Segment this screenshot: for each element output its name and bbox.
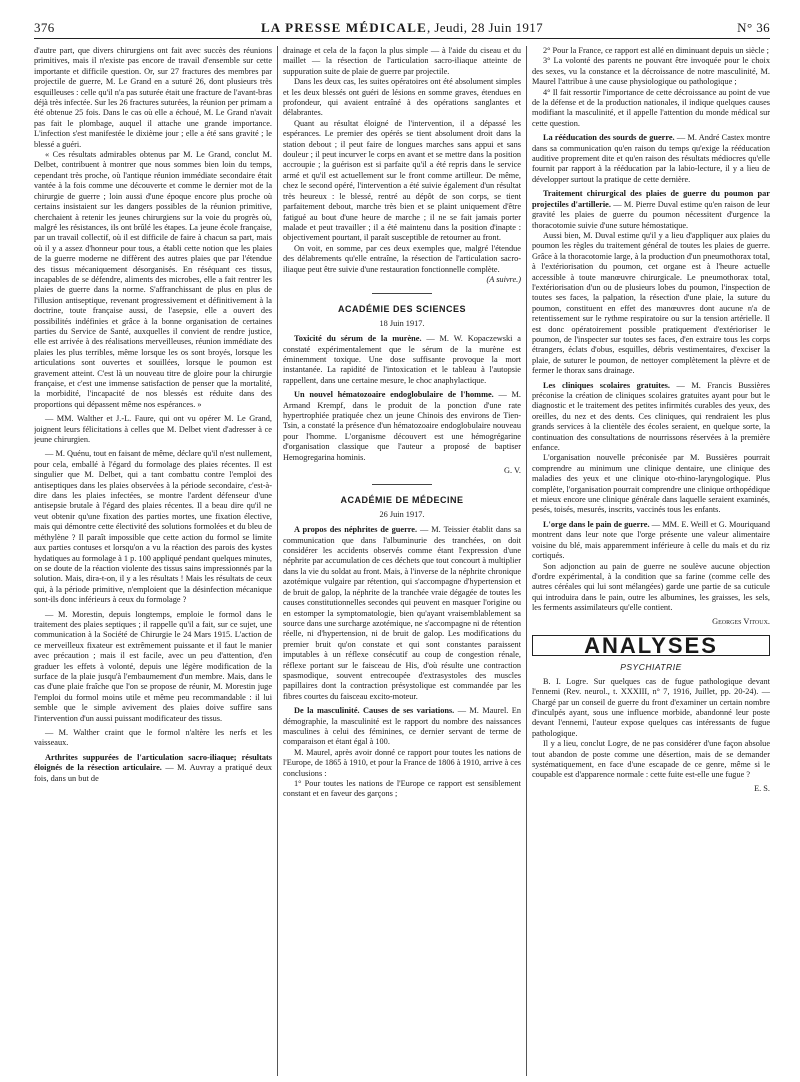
report-item	[283, 706, 521, 748]
section-heading-sciences: ACADÉMIE DES SCIENCES	[337, 304, 467, 315]
column-rule-left	[277, 46, 278, 1076]
paragraph: 3° La volonté des parents ne pouvant être invoquée pour le choix des sexes, vu la constance et la décroissance de notre masculinité, M. Maurel l'attribue à une cause physiologique ou pathologique ;	[532, 56, 770, 87]
item-text: — M. Armand Krempf, dans le produit de la ponction d'une rate hypertrophiée pratiquée chez un jeune Chinois des environs de Tien-Tsin, a constaté la présence d'un hématozoaire endoglobulaire nouveau pour l'homme. L'organisme découvert est une hémogrégarine d'organisation classique que l'auteur a proposé de baptiser Hemogregarina hominis.	[283, 390, 521, 462]
issue-date: Jeudi, 28 Juin 1917	[434, 20, 544, 35]
paragraph: 2° Pour la France, ce rapport est allé en diminuant depuis un siècle ;	[543, 46, 769, 55]
item-text: — MM. E. Weill et G. Mouriquand montrent dans leur note que l'orge présente une valeur alimentaire voisine du blé, mais apparemment inférieure à celle du maïs et du riz cortiqués.	[532, 519, 770, 561]
item-title: Les cliniques scolaires gratuites.	[543, 380, 670, 390]
issue-number: N° 36	[737, 20, 770, 35]
journal-title: LA PRESSE MÉDICALE	[260, 20, 428, 35]
paragraph: B. I. Logre. Sur quelques cas de fugue pathologique devant l'ennemi (Rev. neurol., t. XXXIII, n° 7, 1916, Juillet, pp. 20-24). — Chargé par un conseil de guerre du front d'examiner un certain nombre d'inculpés ayant, sous une influence morbide, abandonné leur poste devant l'ennemi, l'auteur expose quelques cas intéressants de fugue pathologique.	[532, 676, 770, 738]
paragraph: Dans les deux cas, les suites opératoires ont été absolument simples et les deux blessés ont guéri de lésions en somme graves, étendues en profondeur, qui avaient entraîné à des opérations sanglantes et délabrantes.	[283, 77, 521, 118]
author-initials: E. S.	[754, 783, 770, 793]
item-title: A propos des néphrites de guerre.	[294, 525, 418, 535]
report-item	[283, 334, 521, 386]
item-title: Arthrites suppurées de l'articulation sacro-iliaque; résultats éloignés de la résection articulaire.	[34, 752, 272, 773]
item-title: Traitement chirurgical des plaies de guerre du poumon par projectiles d'artillerie.	[532, 189, 770, 209]
paragraph: L'organisation nouvelle préconisée par M. Bussières pourrait comprendre au minimum une clinique dentaire, une clinique des maladies des yeux et une clinique oto-rhino-laryngologique. Plus complète, l'organisation pourrait comprendre une clinique orthopédique et mieux encore une clinique générale dans laquelle seraient examinés, pesés, toisés, mesurés, inscrits, vaccinés tous les enfants.	[532, 453, 770, 515]
paragraph: Aussi bien, M. Duval estime qu'il y a lieu d'appliquer aux plaies du poumon les règles du traitement général de toutes les plaies de guerre. Grâce à la thoracotomie large, à la production d'un pneumothorax total, à l'extériorisation du poumon, cet organe est à l'heure actuelle accessible à toute manœuvre chirurgicale. Le pneumothorax total, l'extériorisation d'un ou de plusieurs lobes du poumon, l'inspection de toutes ses faces, la palpation, la résection d'une plaie, la suture du poumon, constituent en effet des manœuvres dont aucune n'a de retentissement sur le rythme respiratoire ou sur la tension artérielle. Il est donc opératoirement possible pratiquement d'extérioriser le poumon, de l'inspecter sur toutes ses faces, d'en extraire tous les corps étrangers, éclats d'obus, esquilles, débris vestimentaires, d'exciser la plaie, de suturer le poumon, de nettoyer complètement la plèvre et de fermer le thorax sans drainage.	[532, 230, 770, 376]
item-text: — M. Teissier établit dans sa communication que dans l'albuminurie des tranchées, on doit considérer les accidents observés comme étant l'expression d'une néphrite par accumulation de ces déchets que tout concourt à multiplier dans la vie du soldat au front. Mais, à l'inverse de la néphrite chronique azotémique vulgaire par rétention, qui s'accompagne d'hypertension et de bruit de galop, la néphrite de la tranchée vraie dégagée de toutes les causes constitutionnelles secondes qui peuvent en masquer l'origine ou en estomper la symptomatologie, bien qu'ayant vraisemblablement sa source dans une surcharge azotémique, ne s'accompagne ni de rétention réelle, ni d'hypertension, ni de bruit de galop. Les modifications du premier bruit qu'on constate et qui sont constantes paraissent imputables à un réflexe consécutif au coup de congestion rénale, réflexe portant sur le faisceau de His, d'où résulte une contraction spasmodique, souvent entrecoupée d'extrasystoles des muscles papillaires dont la contraction présystolique est commandée par les fibres courtes du faisceau excito-moteur.	[283, 525, 521, 701]
item-title: Un nouvel hématozoaire endoglobulaire de l'homme.	[294, 390, 494, 400]
paragraph: drainage et cela de la façon la plus simple — à l'aide du ciseau et du maillet — la résection de l'articulation sacro-iliaque atteinte de suppuration suite de plaie de guerre par projectile.	[283, 46, 521, 76]
paragraph: 1° Pour toutes les nations de l'Europe ce rapport est sensiblement constant et en faveur des garçons ;	[283, 779, 521, 799]
report-item	[532, 189, 770, 231]
section-heading-medecine: ACADÉMIE DE MÉDECINE	[340, 495, 464, 506]
paragraph: — M. Walther craint que le formol n'altère les nerfs et les vaisseaux.	[34, 728, 272, 748]
paragraph: On voit, en somme, par ces deux exemples que, malgré l'étendue des délabrements qu'elle entraîne, la résection de l'articulation sacro-iliaque peut être suivie d'une restauration fonctionnelle complète.	[283, 243, 521, 274]
header-title-line: LA PRESSE MÉDICALE, Jeudi, 28 Juin 1917	[260, 20, 544, 35]
report-item	[283, 525, 521, 702]
item-text: — M. Francis Bussières préconise la création de cliniques scolaires gratuites ayant pour but le diagnostic et le traitement des petites infirmités curables des yeux, des oreilles, du nez et des dents. Ces cliniques, qui rendraient les plus grands services à la clientèle des écoles seraient, en quelque sorte, la continuation des consultations de nourrissons réservées à la première enfance.	[532, 380, 770, 453]
author-initials: G. V.	[504, 466, 521, 476]
report-item	[283, 390, 521, 463]
paragraph: M. Maurel, après avoir donné ce rapport pour toutes les nations de l'Europe, de 1865 à 1910, et pour la France de 1806 à 1910, arrive à ces conclusions :	[283, 747, 521, 778]
paragraph: Quant au résultat éloigné de l'intervention, il a dépassé les espérances. Le premier des opérés se tient absolument droit dans la station debout ; il peut faire de longues marches sans appui et sans douleur ; il peut incurver le corps en avant et se mettre dans la position accroupie ; la guérison est si parfaite qu'il a été repris dans le service armé et qu'il est actuellement sur le front comme artilleur. De même, chez le second opéré, l'intervention a été suivie également d'un résultat très heureux : le blessé, rentré au dépôt de son corps, se tient parfaitement debout, marche très bien et se plaint uniquement d'être fatigué au bout d'une heure de marche ; il ne se fait jamais porter malade et peut travailler ; il a été maintenu dans la position d'inapte : objectivement pourtant, il paraît susceptible de retourner au front.	[283, 118, 521, 243]
page-number: 376	[34, 20, 55, 35]
report-item	[532, 133, 770, 185]
to-be-continued: (A suivre.)	[486, 274, 521, 284]
report-item	[532, 520, 770, 562]
item-text: — M. Auvray a pratiqué deux fois, dans un but de	[34, 763, 272, 783]
paragraph: — M. Morestin, depuis longtemps, emploie le formol dans le traitement des plaies septiques ; il rappelle qu'il a fait, sur ce sujet, une communication à la Société de Chirurgie le 24 Mars 1915. L'action de ce merveilleux fixateur est extrêmement puissante et il faut le manier avec précaution ; mais il est facile, avec un peu d'attention, d'en graduer les effets à volonté, depuis une légère modification de la surface de la plaie jusqu'à l'embaumement d'un membre. Mais, dans le cas d'une plaie fraîche que l'on se propose de réunir, M. Morestin juge l'emploi du formol moins utile et même peu recommandable : il lui semble que le simple avivement des plaies doive suffire sans l'intervention d'un aussi puissant modificateur des tissus.	[34, 609, 272, 723]
paragraph: — M. Quénu, tout en faisant de même, déclare qu'il n'est nullement, pour cela, emballé à l'égard du formolage des plaies récentes. Il est singulier que M. Delbet, qui a tant combattu contre l'emploi des antiseptiques dans les plaies observées à la période secondaire, c'est-à-dire dans les plaies infectées, se montre l'ardent défenseur d'une antisepsie brutale à l'égard des plaies récentes. Il a beau dire qu'il ne veut obtenir qu'une fixation des parties mortes, une fixation élective, mais qui démontre cette électivité des solutions formolées et du bleu de méthylène ? Il paraît impossible que cette action du formol se limite aux parties contuses et lorsqu'on a vu la réaction des parois des kystes hydatiques au formolage à 1 p. 100 appliqué pendant quelques minutes, on se doute de la réaction violente des tissus sains impressionnés par la solution. Mais, dira-t-on, il y a les résultats ! Mais les résultats de ceux qui, à la période primitive, n'emploient que la désinfection mécanique sont-ils donc inférieurs à ceux du formolage ?	[34, 449, 272, 605]
column-2	[283, 46, 521, 1076]
paragraph: Il y a lieu, conclut Logre, de ne pas considérer d'une façon absolue tout abandon de poste comme une désertion, mais de se demander systématiquement, en face d'une escapade de ce genre, même si le coupable est d'apparence normale : cette fuite est-elle une fugue ?	[532, 739, 770, 780]
analyses-heading: ANALYSES	[532, 635, 770, 656]
item-title: De la masculinité. Causes de ses variations.	[294, 706, 455, 716]
paragraph: 4° Il fait ressortir l'importance de cette décroissance au point de vue de la défense et de la production nationales, il indique quelques causes modifiant la masculinité, et il appelle l'attention du monde médical sur cette question.	[532, 87, 770, 128]
column-3	[532, 46, 770, 1076]
item-title: L'orge dans le pain de guerre.	[543, 519, 650, 529]
paragraph: Son adjonction au pain de guerre ne soulève aucune objection d'ordre expérimental, à la condition que sa farine (comme celle des autres céréales qui lui sont mélangées) garde une partie de sa cuticule qui introduira dans le pain, outre les albumines, les graisses, les sels, les ferments assimilateurs qu'elle contient.	[532, 561, 770, 613]
column-1	[34, 46, 272, 1076]
page-header	[34, 18, 770, 39]
item-text: — M. Pierre Duval estime qu'en raison de leur gravité les plaies de guerre du poumon nécessitent d'urgence la thoracotomie suivie d'une suture hémostatique.	[532, 199, 770, 230]
item-title: La rééducation des sourds de guerre.	[543, 133, 675, 143]
column-rule-right	[526, 46, 527, 1076]
author-signature: Georges Vitoux.	[712, 616, 770, 626]
report-item	[532, 381, 770, 454]
analyses-subheading: PSYCHIATRIE	[620, 662, 682, 673]
section-divider	[372, 293, 432, 294]
session-date: 26 Juin 1917.	[379, 509, 425, 519]
item-text: — M. Maurel. En démographie, la masculinité est le rapport du nombre des naissances masculines à celui des féminines, ce dernier servant de terme de comparaison et étant égal à 100.	[283, 706, 521, 747]
item-title: Toxicité du sérum de la murène.	[294, 334, 422, 344]
section-divider	[372, 484, 432, 485]
item-text: — M. W. Kopaczewski a constaté expérimentalement que le sérum de la murène est éminemment toxique. Une dose suffisante provoque la mort instantanée. La rapidité de l'intoxication et le tableau à l'autopsie rappellent, dans une certaine mesure, le choc anaphylactique.	[283, 334, 521, 385]
session-date: 18 Juin 1917.	[379, 318, 425, 328]
paragraph: — MM. Walther et J.-L. Faure, qui ont vu opérer M. Le Grand, joignent leurs félicitations à celles que M. Delbet vient d'adresser à ce jeune chirurgien.	[34, 414, 272, 445]
paragraph: d'autre part, que divers chirurgiens ont fait avec succès des réunions primitives, mais il n'existe pas encore de travail d'ensemble sur cette importante et difficile question. Or, sur 27 fractures des membres par projectile de guerre, M. Le Grand en a suturé 26, dont plusieurs très esquilleuses : celle qu'il n'a pas suturée était une fracture de l'avant-bras déjà très infectée. Sur les 26 fractures suturées, la réunion per primam a été obtenue 25 fois. Dans le cas où elle a échoué, M. Le Grand n'avait pas fait le plombage, auquel il attache une grande importance. L'infection s'est manifestée le dixième jour ; elle a été sans gravité ; le blessé a guéri.	[34, 46, 272, 149]
item-text: — M. André Castex montre dans sa communication qu'en raison du temps qu'exige la rééducation auditive proprement dite et qu'en raison des résultats médiocres qu'elle fournit par rapport à la rééducation par la labio-lecture, il y a lieu de développer surtout la pratique de cette dernière.	[532, 133, 770, 184]
report-item	[34, 753, 272, 784]
paragraph: « Ces résultats admirables obtenus par M. Le Grand, conclut M. Delbet, contribuent à montrer que nous sommes bien loin du temps, cependant très proche, où l'antique réunion immédiate secondaire était vantée à la fois comme une découverte et comme le dernier mot de la chirurgie de guerre ; loin aussi d'une époque encore plus proche où certains insistaient sur les dangers possibles de la réunion primitive, cherchaient à retenir les jeunes chirurgiens sur la voie du progrès où, malgré les résistances, ils ont brûlé les étapes. La jeune école française, par un travail collectif, où il est difficile de faire à chacun sa part, mais où il y a assez d'honneur pour tous, a établi cette notion que les plaies de la guerre moderne ne diffèrent des autres plaies que par l'étendue des tissus mécaniquement désorganisés. En réséquant ces tissus, incapables de se défendre, aliments des microbes, elle a fait rentrer les plaies de guerre dans la norme. S'affranchissant de plus en plus de l'illusion antiseptique, revenant progressivement et définitivement à la doctrine, toute française aussi, de l'asepsie, elle a ouvert des possibilités indéfinies et grâce à la bonne organisation de certaines parties du Service de Santé, auxquelles il convient de rendre justice, elle est arrivée à des réalisations merveilleuses, réunion immédiate des plaies les plus terribles, même lorsque les os sont broyés, lorsque les articulations sont ouvertes et souillées, lorsque le poumon est gravement atteint. C'est là un nouveau titre de gloire pour la chirurgie française, et c'est une immense satisfaction de penser que la mortalité, la morbidité, l'incapacité de nos blessés est réduite dans des proportions qui dépassent même nos espérances. »	[34, 150, 272, 409]
